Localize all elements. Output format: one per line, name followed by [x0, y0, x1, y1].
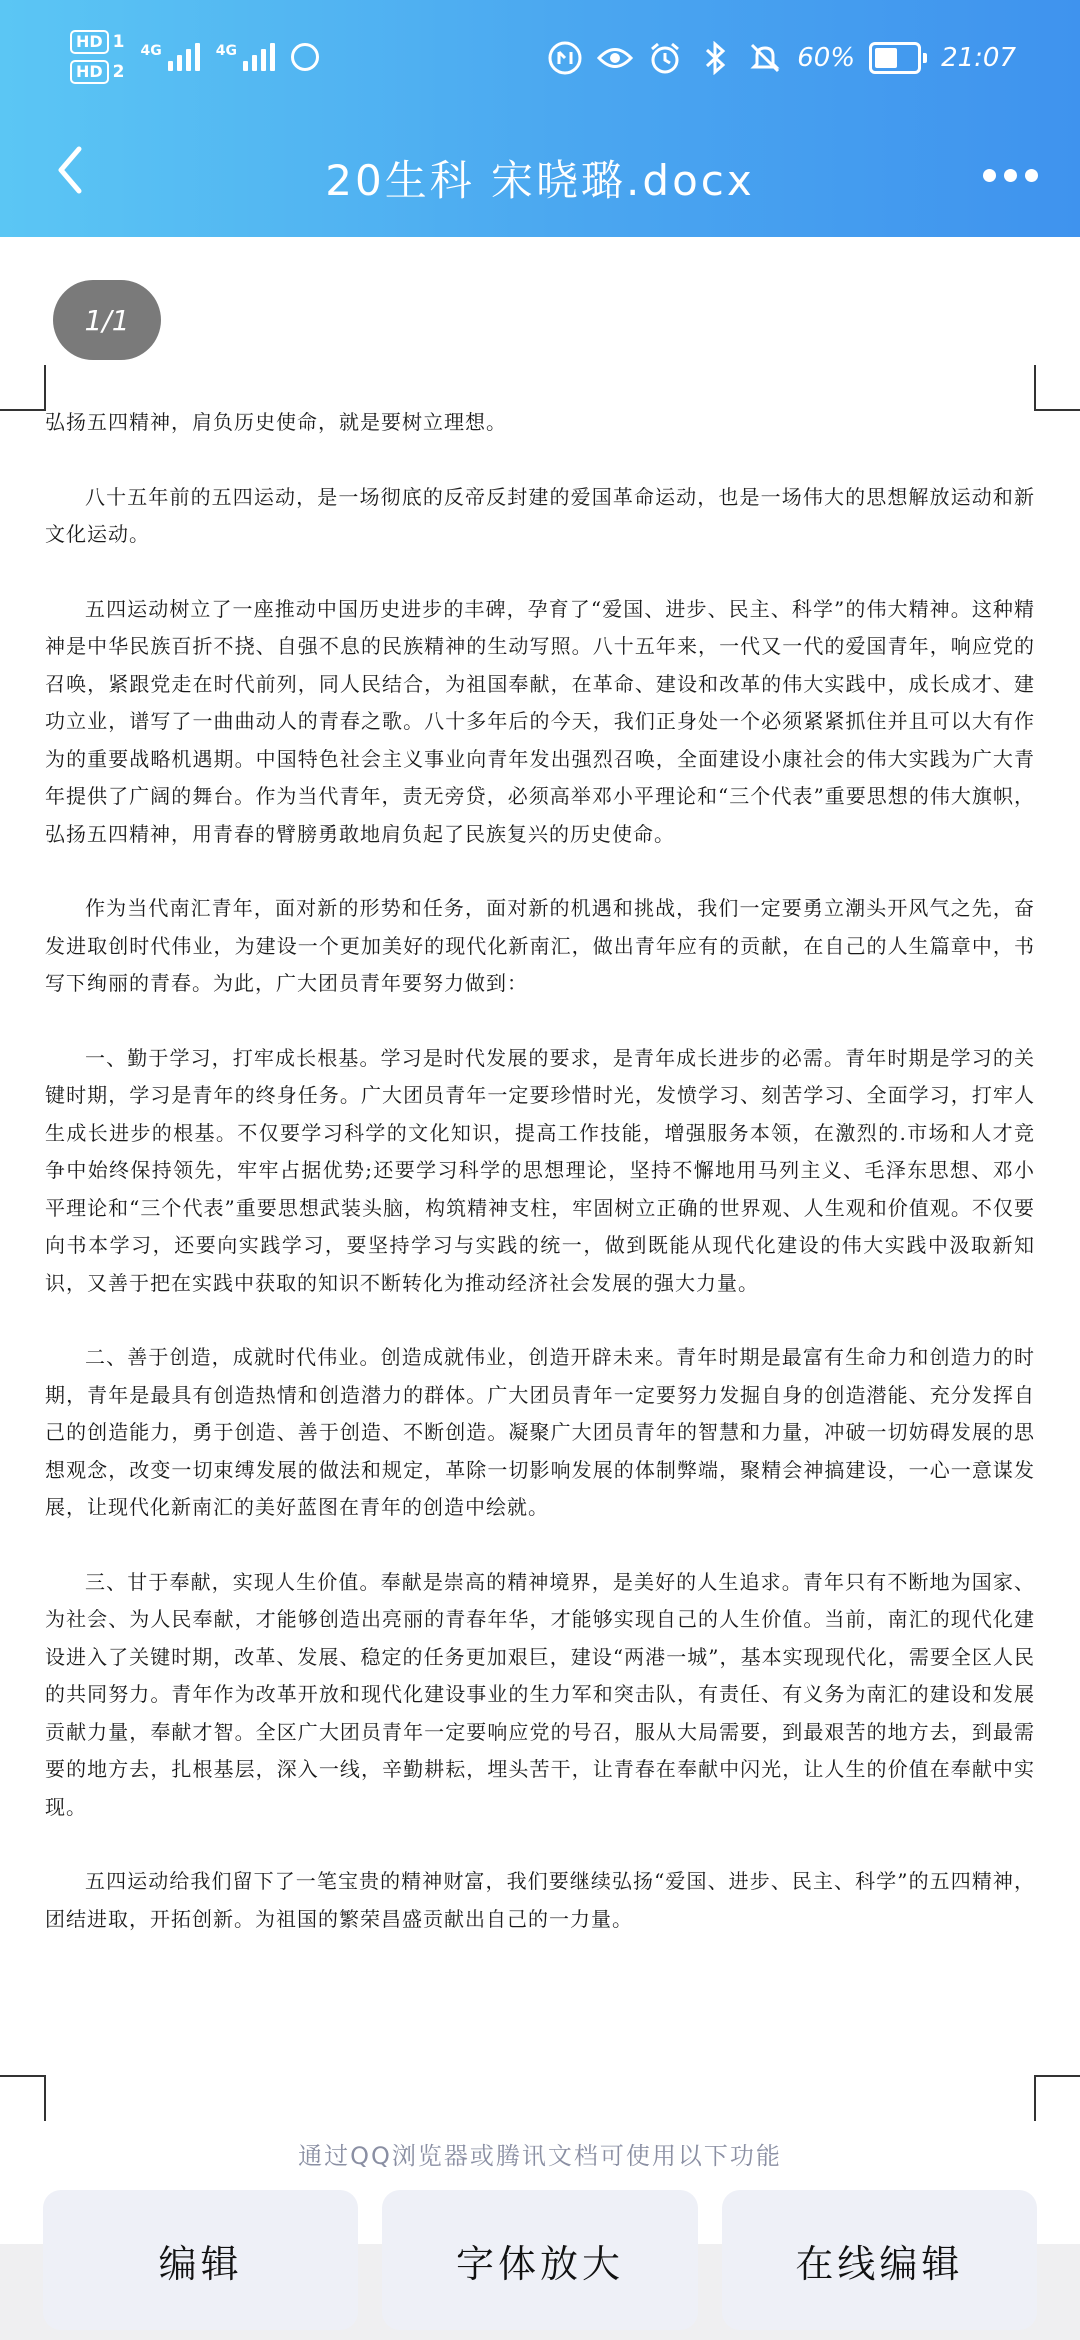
hd1-number: 1 [112, 32, 125, 52]
page-corner-mark [0, 365, 46, 411]
more-dots-icon [983, 169, 996, 182]
page-corner-mark [1034, 365, 1080, 411]
paragraph: 作为当代南汇青年，面对新的形势和任务，面对新的机遇和挑战，我们一定要勇立潮头开风气之先，奋发进取创时代伟业，为建设一个更加美好的现代化新南汇，做出青年应有的贡献，在自己的人生篇章中，书写下绚丽的青春。为此，广大团员青年要努力做到： [45, 896, 1035, 995]
paragraph: 二、善于创造，成就时代伟业。创造成就伟业，创造开辟未来。青年时期是最富有生命力和创造力的时期，青年是最具有创造热情和创造潜力的群体。广大团员青年一定要努力发掘自身的创造潜能、充分发挥自己的创造能力，勇于创造、善于创造、不断创造。凝聚广大团员青年的智慧和力量，冲破一切妨碍发展的思想观念，改变一切束缚发展的做法和规定，革除一切影响发展的体制弊端，聚精会神搞建设，一心一意谋发展，让现代化新南汇的美好蓝图在青年的创造中绘就。 [45, 1345, 1035, 1519]
status-left [70, 30, 319, 84]
title-bar [0, 120, 1080, 237]
action-bar [43, 2190, 1037, 2330]
app-header [0, 0, 1080, 237]
status-right [547, 40, 1016, 76]
loading-icon [291, 43, 319, 71]
feature-hint: 通过QQ浏览器或腾讯文档可使用以下功能 [298, 2142, 782, 2170]
mute-icon [747, 40, 783, 76]
document-body [45, 404, 1035, 1975]
nfc-icon [547, 40, 583, 76]
edit-button[interactable]: 编辑 [43, 2190, 358, 2330]
signal1-icon [141, 43, 200, 71]
back-button[interactable] [40, 140, 100, 200]
signal2-icon [216, 43, 275, 71]
online-edit-button[interactable]: 在线编辑 [722, 2190, 1037, 2330]
battery-percent: 60% [797, 43, 856, 73]
signal2-label: 4G [215, 43, 237, 59]
chevron-left-icon [55, 145, 85, 195]
eye-icon [597, 40, 633, 76]
hd1-indicator [70, 30, 125, 54]
battery-icon [869, 42, 927, 74]
page-corner-mark [0, 2075, 46, 2121]
more-button[interactable] [970, 150, 1050, 200]
status-time: 21:07 [941, 43, 1016, 73]
hd-indicators [70, 30, 125, 84]
hd1-label: HD [70, 30, 109, 54]
font-enlarge-button[interactable]: 字体放大 [382, 2190, 697, 2330]
paragraph: 三、甘于奉献，实现人生价值。奉献是崇高的精神境界，是美好的人生追求。青年只有不断地为国家、为社会、为人民奉献，才能够创造出亮丽的青春年华，才能够实现自己的人生价值。当前，南汇的现代化建设进入了关键时期，改革、发展、稳定的任务更加艰巨，建设“两港一城”，基本实现现代化，需要全区人民的共同努力。青年作为改革开放和现代化建设事业的生力军和突击队，有责任、有义务为南汇的建设和发展贡献力量，奉献才智。全区广大团员青年一定要响应党的号召，服从大局需要，到最艰苦的地方去，到最需要的地方去，扎根基层，深入一线，辛勤耕耘，埋头苦干，让青春在奉献中闪光，让人生的价值在奉献中实现。 [45, 1569, 1035, 1819]
document-title: 20生科 宋晓璐.docx [325, 156, 755, 205]
page-corner-mark [1034, 2075, 1080, 2121]
signal1-label: 4G [140, 43, 162, 59]
paragraph: 一、勤于学习，打牢成长根基。学习是时代发展的要求，是青年成长进步的必需。青年时期是学习的关键时期，学习是青年的终身任务。广大团员青年一定要珍惜时光，发愤学习、刻苦学习、全面学习，打牢人生成长进步的根基。不仅要学习科学的文化知识，提高工作技能，增强服务本领，在激烈的.市场和人才竞争中始终保持领先，牢牢占据优势;还要学习科学的思想理论，坚持不懈地用马列主义、毛泽东思想、邓小平理论和“三个代表”重要思想武装头脑，构筑精神支柱，牢固树立正确的世界观、人生观和价值观。不仅要向书本学习，还要向实践学习，要坚持学习与实践的统一，做到既能从现代化建设的伟大实践中汲取新知识，又善于把在实践中获取的知识不断转化为推动经济社会发展的强大力量。 [45, 1045, 1035, 1295]
paragraph: 五四运动树立了一座推动中国历史进步的丰碑，孕育了“爱国、进步、民主、科学”的伟大精神。这种精神是中华民族百折不挠、自强不息的民族精神的生动写照。八十五年来，一代又一代的爱国青年，响应党的召唤，紧跟党走在时代前列，同人民结合，为祖国奉献，在革命、建设和改革的伟大实践中，成长成才、建功立业，谱写了一曲曲动人的青春之歌。八十多年后的今天，我们正身处一个必须紧紧抓住并且可以大有作为的重要战略机遇期。中国特色社会主义事业向青年发出强烈召唤，全面建设小康社会的伟大实践为广大青年提供了广阔的舞台。作为当代青年，责无旁贷，必须高举邓小平理论和“三个代表”重要思想的伟大旗帜，弘扬五四精神，用青春的臂膀勇敢地肩负起了民族复兴的历史使命。 [45, 596, 1035, 846]
alarm-icon [647, 40, 683, 76]
paragraph: 弘扬五四精神，肩负历史使命，就是要树立理想。 [45, 410, 507, 434]
page-indicator: 1/1 [53, 280, 161, 360]
hd2-label: HD [70, 60, 109, 84]
status-bar [0, 0, 1080, 120]
paragraph: 五四运动给我们留下了一笔宝贵的精神财富，我们要继续弘扬“爱国、进步、民主、科学”的五四精神，团结进取，开拓创新。为祖国的繁荣昌盛贡献出自己的一力量。 [45, 1869, 1035, 1931]
paragraph: 八十五年前的五四运动，是一场彻底的反帝反封建的爱国革命运动，也是一场伟大的思想解放运动和新文化运动。 [45, 484, 1035, 546]
bluetooth-icon [697, 40, 733, 76]
hd2-indicator [70, 60, 125, 84]
hd2-number: 2 [112, 62, 125, 82]
